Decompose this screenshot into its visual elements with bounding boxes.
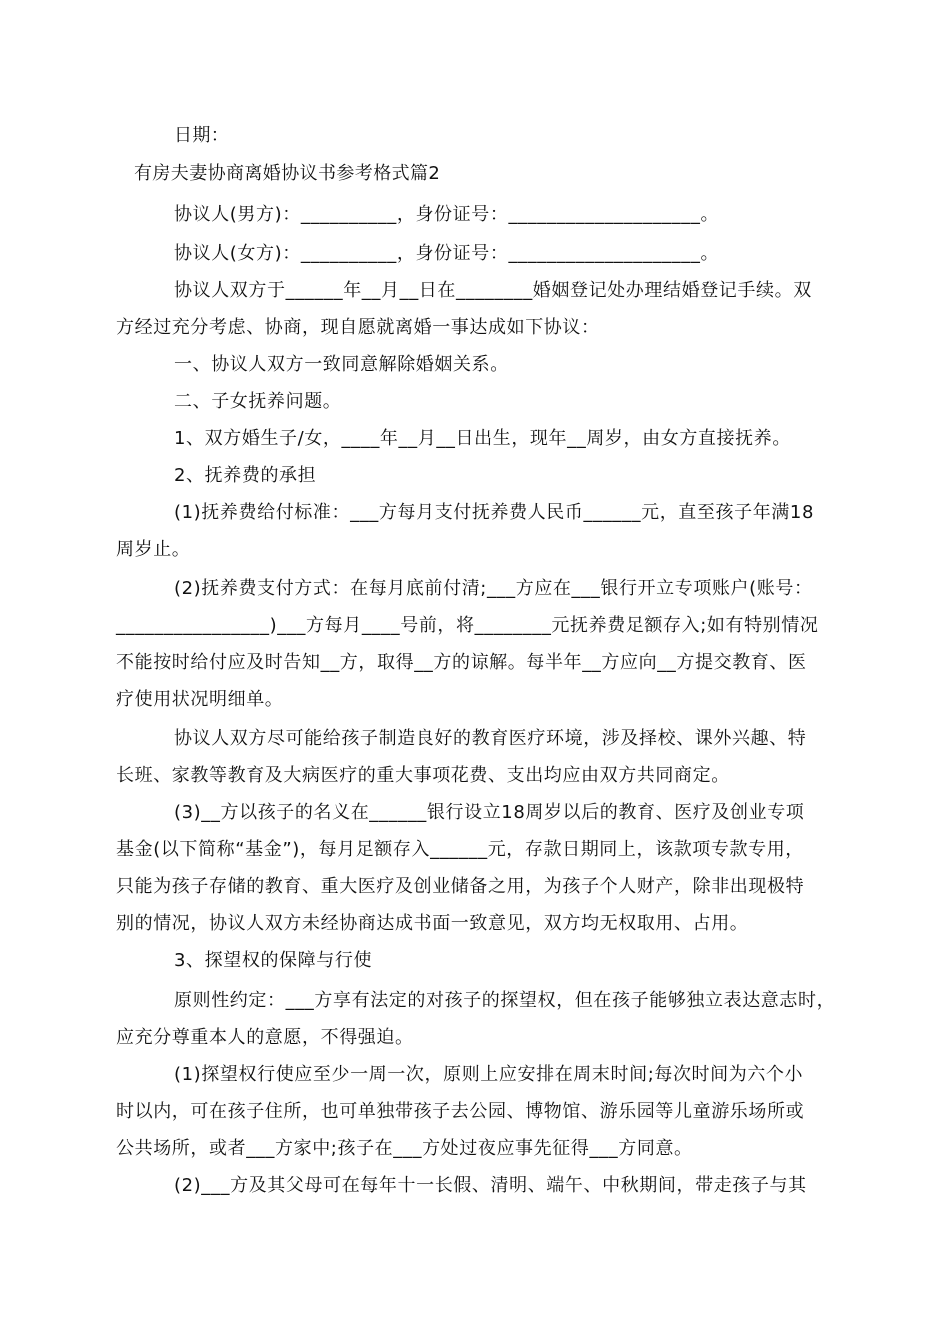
date-label: 日期： [174, 125, 230, 146]
paragraph-line: 2、抚养费的承担 [174, 465, 317, 486]
paragraph-line: 时以内，可在孩子住所，也可单独带孩子去公园、博物馆、游乐园等儿童游乐场所或 [116, 1101, 805, 1122]
paragraph-line: 公共场所，或者___方家中;孩子在___方处过夜应事先征得___方同意。 [116, 1138, 693, 1159]
paragraph-line: 一、协议人双方一致同意解除婚姻关系。 [174, 354, 509, 375]
paragraph-line: 协议人双方尽可能给孩子制造良好的教育医疗环境，涉及择校、课外兴趣、特 [174, 728, 807, 749]
paragraph-line: 3、探望权的保障与行使 [174, 950, 373, 971]
paragraph-line: 协议人(男方)：__________，身份证号：____________________。 [174, 204, 720, 225]
paragraph-line: 1、双方婚生子/女，____年__月__日出生，现年__周岁，由女方直接抚养。 [174, 428, 791, 449]
paragraph-line: (3)__方以孩子的名义在______银行设立18周岁以后的教育、医疗及创业专项 [174, 802, 805, 823]
paragraph-line: (2)抚养费支付方式：在每月底前付清;___方应在___银行开立专项账户(账号： [174, 578, 813, 599]
paragraph-line: 疗使用状况明细单。 [116, 689, 284, 710]
paragraph-line: 应充分尊重本人的意愿，不得强迫。 [116, 1027, 414, 1048]
paragraph-line: ________________)___方每月____号前，将________元抚养费足额存入;如有特别情况 [116, 615, 819, 636]
paragraph-line: 别的情况，协议人双方未经协商达成书面一致意见，双方均无权取用、占用。 [116, 913, 749, 934]
paragraph-line: 协议人(女方)：__________，身份证号：____________________。 [174, 243, 720, 264]
paragraph-line: 周岁止。 [116, 539, 191, 560]
paragraph-line: 基金(以下简称“基金”)，每月足额存入______元，存款日期同上，该款项专款专用， [116, 839, 804, 860]
paragraph-line: (1)抚养费给付标准：___方每月支付抚养费人民币______元，直至孩子年满18 [174, 502, 814, 523]
paragraph-line: 协议人双方于______年__月__日在________婚姻登记处办理结婚登记手续。双 [174, 280, 812, 301]
paragraph-line: 方经过充分考虑、协商，现自愿就离婚一事达成如下协议： [116, 317, 600, 338]
paragraph-line: 二、子女抚养问题。 [174, 391, 342, 412]
paragraph-line: (2)___方及其父母可在每年十一长假、清明、端午、中秋期间，带走孩子与其 [174, 1175, 807, 1196]
paragraph-line: 原则性约定：___方享有法定的对孩子的探望权，但在孩子能够独立表达意志时， [174, 990, 836, 1011]
paragraph-line: 不能按时给付应及时告知__方，取得__方的谅解。每半年__方应向__方提交教育、医 [116, 652, 807, 673]
paragraph-line: (1)探望权行使应至少一周一次，原则上应安排在周末时间;每次时间为六个小 [174, 1064, 804, 1085]
section-title: 有房夫妻协商离婚协议书参考格式篇2 [134, 163, 441, 184]
paragraph-line: 长班、家教等教育及大病医疗的重大事项花费、支出均应由双方共同商定。 [116, 765, 730, 786]
paragraph-line: 只能为孩子存储的教育、重大医疗及创业储备之用，为孩子个人财产，除非出现极特 [116, 876, 805, 897]
